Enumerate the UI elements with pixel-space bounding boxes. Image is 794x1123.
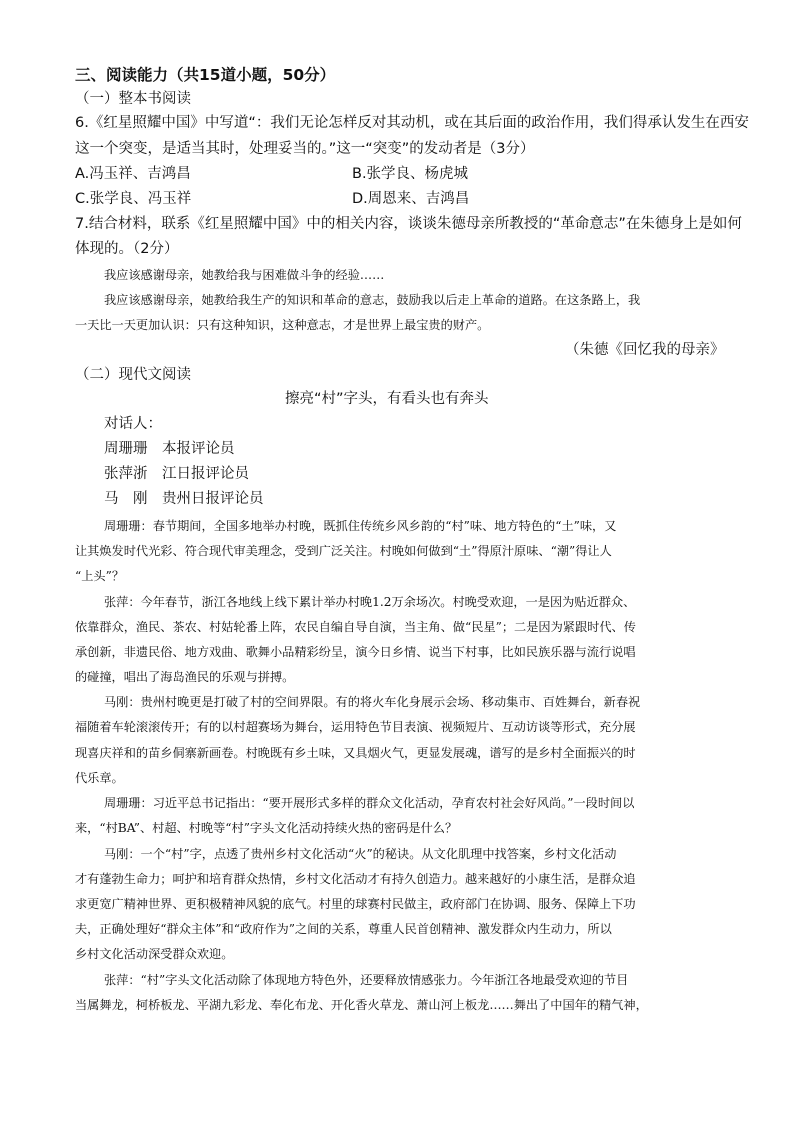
- section-heading: 三、阅读能力（共15道小题，50分）: [75, 66, 336, 84]
- q7-line1: 7.结合材料，联系《红星照耀中国》中的相关内容，谈谈朱德母亲所教授的“革命意志”在朱德身上是如何: [75, 216, 742, 232]
- part1-heading: （一）整本书阅读: [75, 91, 191, 107]
- article-line: 马刚：一个“村”字，点透了贵州乡村文化活动“火”的秘诀。从文化肌理中找答案，乡村文化活动: [104, 847, 617, 861]
- q7-quote-line: 一天比一天更加认识：只有这种知识，这种意志，才是世界上最宝贵的财产。: [75, 318, 490, 332]
- q7-quote-line: 我应该感谢母亲，她教给我生产的知识和革命的意志，鼓励我以后走上革命的道路。在这条路上，我: [104, 293, 641, 307]
- article-line: 的碰撞，唱出了海岛渔民的乐观与拼搏。: [75, 670, 295, 684]
- quote-source: （朱德《回忆我的母亲》: [565, 342, 725, 358]
- article-line: 承创新，非遗民俗、地方戏曲、歌舞小品精彩纷呈，演今日乡情、说当下村事，比如民族乐器与流行说唱: [75, 645, 636, 659]
- article-line: 周珊珊：春节期间，全国多地举办村晚，既抓住传统乡风乡韵的“村”味、地方特色的“土”味，又: [104, 519, 617, 533]
- q6-line2: 这一个突变，是适当其时，处理妥当的。”这一“突变”的发动者是（3分）: [75, 141, 535, 157]
- dialog-label: 对话人：: [104, 416, 162, 432]
- q6-option-c: C.张学良、冯玉祥: [75, 191, 192, 207]
- q7-quote-line: 我应该感谢母亲，她教给我与困难做斗争的经验……: [104, 268, 385, 282]
- article-line: “上头”？: [75, 569, 125, 583]
- article-line: 来，“村BA”、村超、村晚等“村”字头文化活动持续火热的密码是什么？: [75, 821, 458, 835]
- q6-option-b: B.张学良、杨虎城: [352, 166, 469, 182]
- article-line: 乡村文化活动深受群众欢迎。: [75, 947, 234, 961]
- q6-option-a: A.冯玉祥、吉鸿昌: [75, 166, 191, 182]
- article-line: 代乐章。: [75, 771, 124, 785]
- q7-line2: 体现的。（2分）: [75, 241, 179, 257]
- part2-heading: （二）现代文阅读: [75, 367, 191, 383]
- article-line: 让其焕发时代光彩、符合现代审美理念，受到广泛关注。村晚如何做到“土”得原汁原味、“潮”得让人: [75, 544, 612, 558]
- article-line: 依靠群众，渔民、茶农、村姑轮番上阵，农民自编自导自演，当主角、做“民星”；二是因为紧跟时代、传: [75, 620, 636, 634]
- article-line: 求更宽广精神世界、更积极精神风貌的底气。村里的球赛村民做主，政府部门在协调、服务、保障上下功: [75, 897, 636, 911]
- article-line: 周珊珊：习近平总书记指出：“要开展形式多样的群众文化活动，孕育农村社会好风尚。”一段时间以: [104, 796, 635, 810]
- article-line: 张萍：“村”字头文化活动除了体现地方特色外，还要释放情感张力。今年浙江各地最受欢迎的节目: [104, 973, 629, 987]
- speaker-line: 马 刚 贵州日报评论员: [104, 491, 264, 507]
- article-line: 夫，正确处理好“群众主体”和“政府作为”之间的关系，尊重人民首创精神、激发群众内生动力，所以: [75, 922, 612, 936]
- article-line: 现喜庆祥和的苗乡侗寨新画卷。村晚既有乡土味，又具烟火气，更显发展魂，谱写的是乡村全面振兴的时: [75, 746, 636, 760]
- article-line: 马刚：贵州村晚更是打破了村的空间界限。有的将火车化身展示会场、移动集市、百姓舞台，新春祝: [104, 695, 641, 709]
- article-line: 张萍：今年春节，浙江各地线上线下累计举办村晚1.2万余场次。村晚受欢迎，一是因为贴近群众、: [104, 595, 636, 609]
- speaker-line: 周珊珊 本报评论员: [104, 441, 235, 457]
- article-title: 擦亮“村”字头，有看头也有奔头: [285, 391, 489, 407]
- speaker-line: 张萍浙 江日报评论员: [104, 466, 249, 482]
- q6-line1: 6.《红星照耀中国》中写道“：我们无论怎样反对其动机，或在其后面的政治作用，我们得承认发生在西安: [75, 115, 749, 131]
- article-line: 当属舞龙，柯桥板龙、平湖九彩龙、奉化布龙、开化香火草龙、萧山河上板龙……舞出了中国年的精气神，: [75, 998, 648, 1012]
- article-line: 福随着车轮滚滚传开；有的以村超赛场为舞台，运用特色节目表演、视频短片、互动访谈等形式，充分展: [75, 720, 636, 734]
- article-line: 才有蓬勃生命力；呵护和培育群众热情，乡村文化活动才有持久创造力。越来越好的小康生活，是群众追: [75, 872, 636, 886]
- q6-option-d: D.周恩来、吉鸿昌: [352, 191, 470, 207]
